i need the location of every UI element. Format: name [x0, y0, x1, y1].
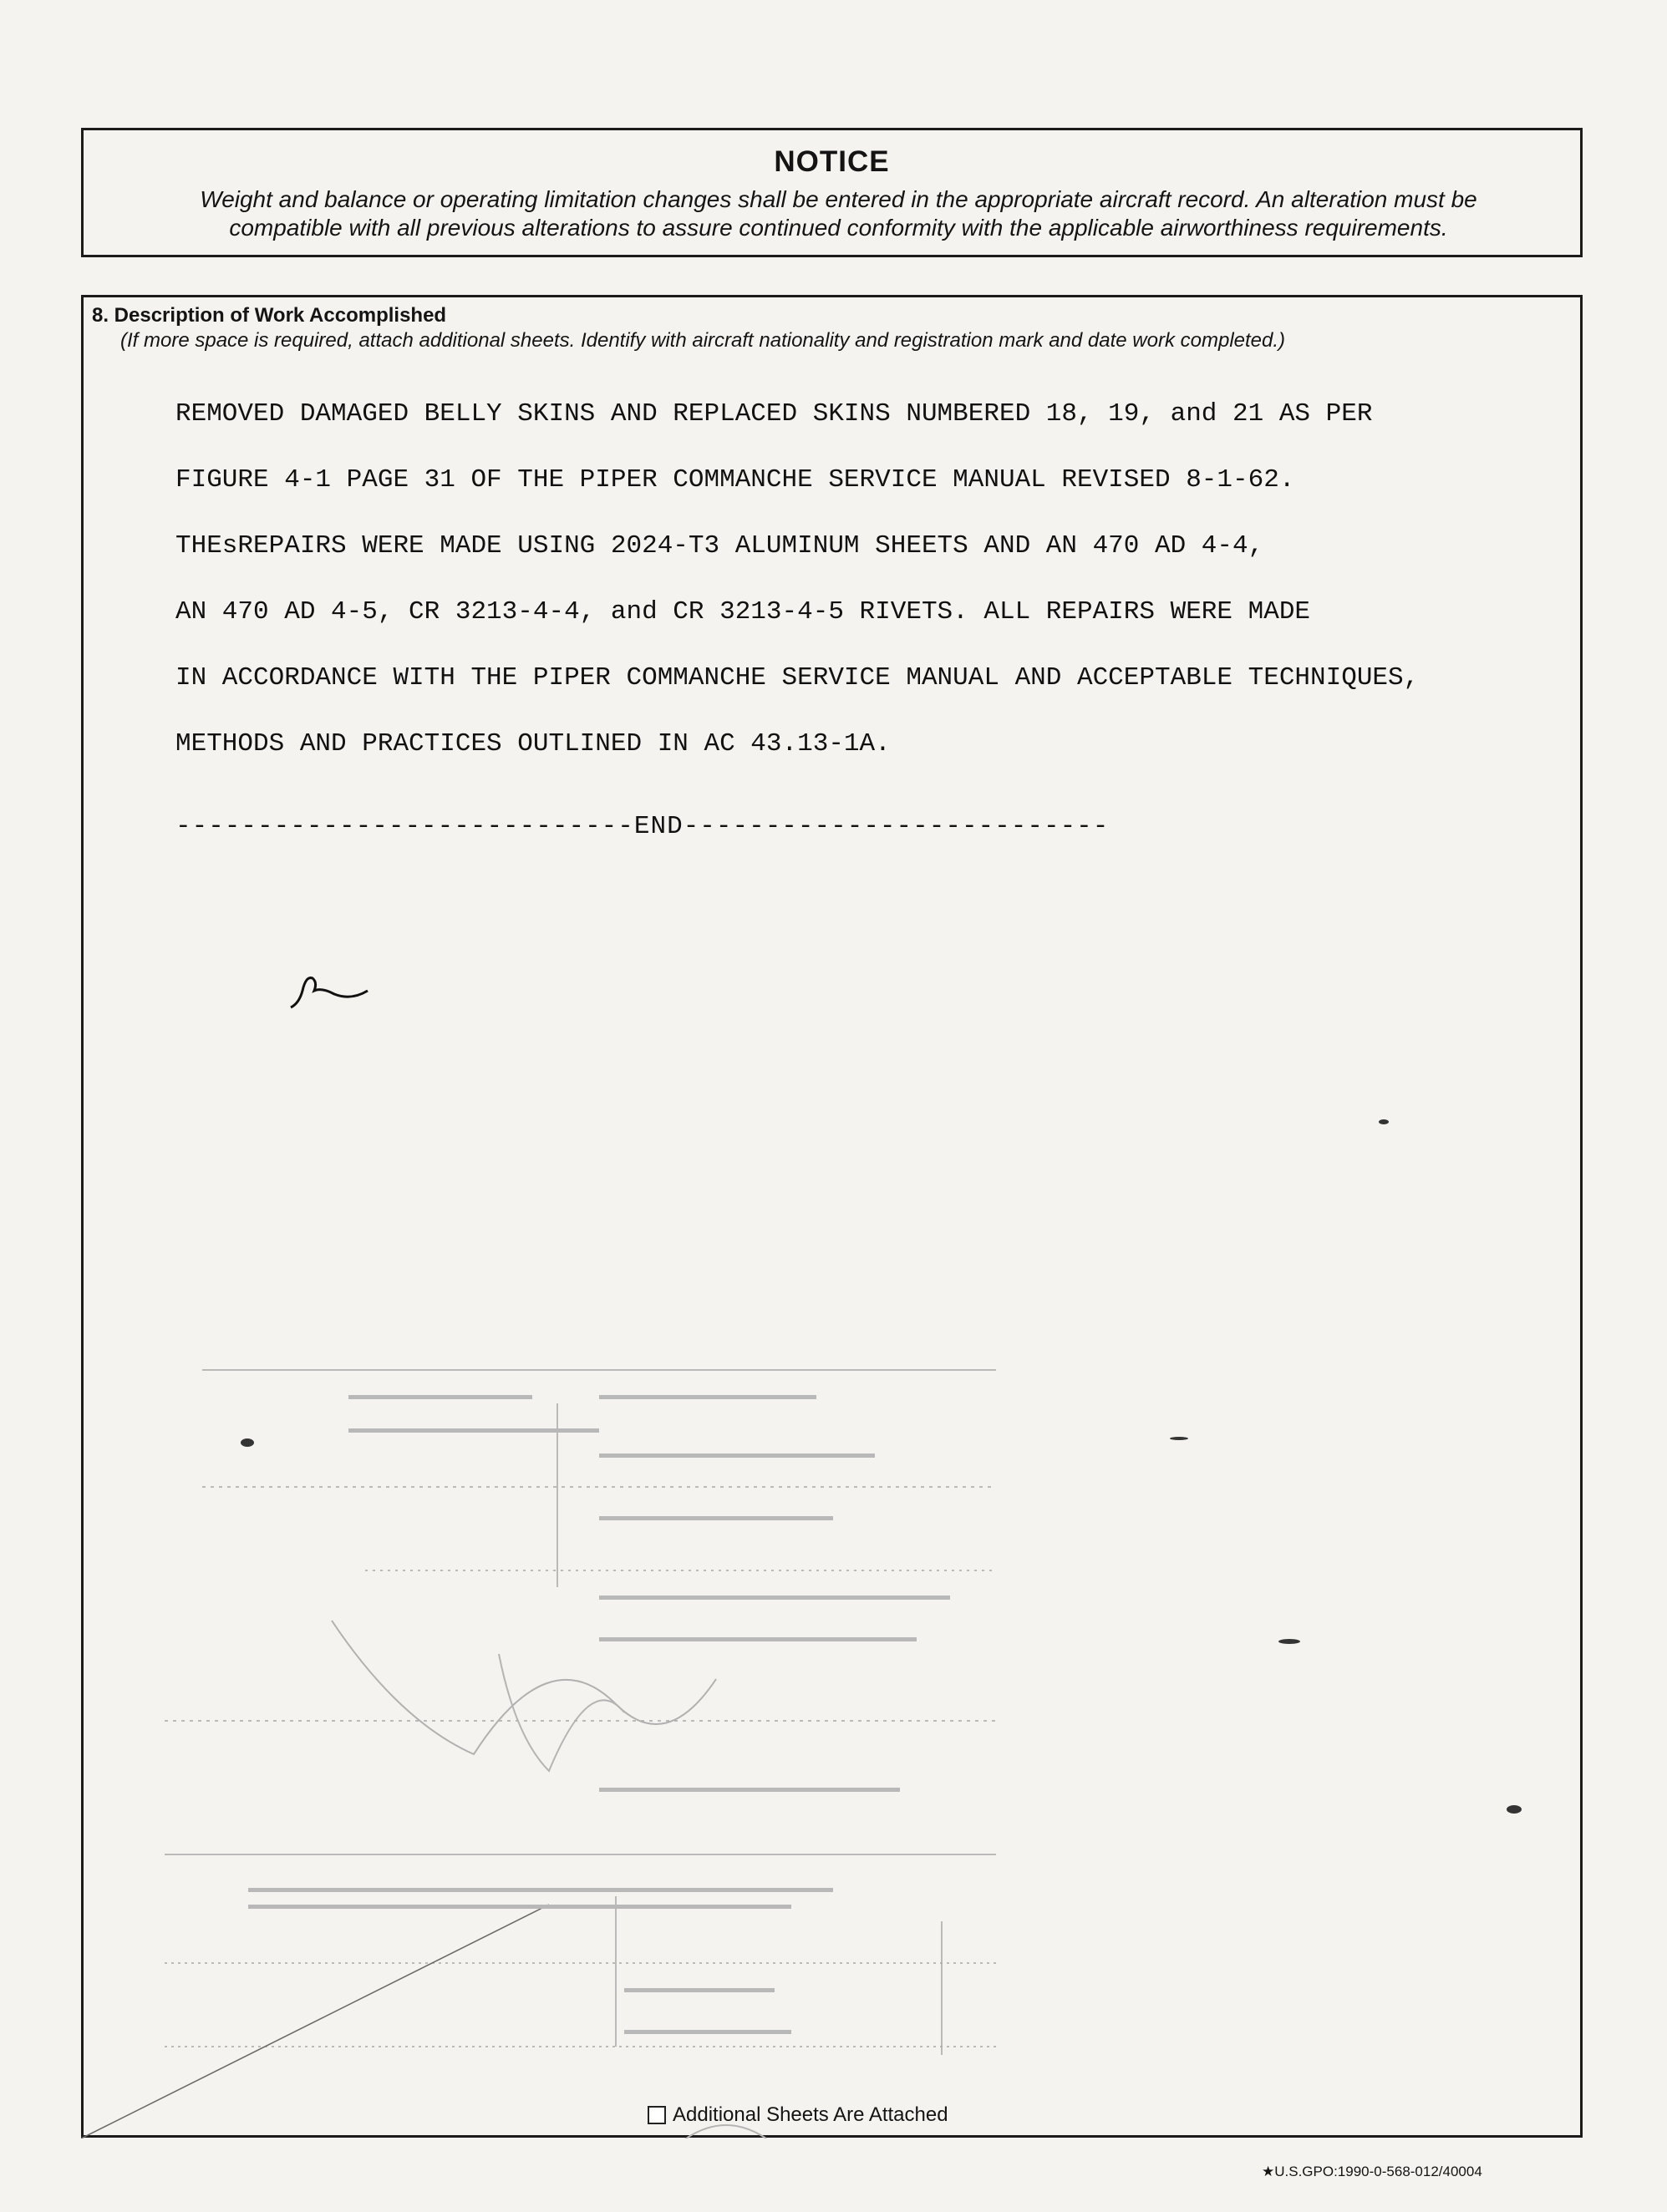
section-heading: 8. Description of Work Accomplished: [92, 304, 447, 327]
reverse-side-bleed-through: [81, 1320, 1583, 2138]
description-line: REMOVED DAMAGED BELLY SKINS AND REPLACED SKINS NUMBERED 18, 19, and 21 AS PER: [175, 399, 1373, 429]
pen-squiggle-mark: [284, 957, 384, 1016]
gpo-print-code: ★U.S.GPO:1990-0-568-012/40004: [1262, 2164, 1482, 2179]
additional-sheets-checkbox[interactable]: [648, 2106, 666, 2124]
notice-box: [81, 128, 1583, 257]
description-line: THEsREPAIRS WERE MADE USING 2024-T3 ALUMINUM SHEETS AND AN 470 AD 4-4,: [175, 531, 1264, 561]
speck: [1170, 1437, 1188, 1440]
additional-sheets-label: Additional Sheets Are Attached: [673, 2103, 948, 2126]
speck: [1507, 1805, 1522, 1814]
description-line: AN 470 AD 4-5, CR 3213-4-4, and CR 3213-4-5 RIVETS. ALL REPAIRS WERE MADE: [175, 597, 1311, 627]
additional-sheets: [648, 2103, 948, 2127]
notice-text: [114, 185, 1563, 242]
description-line: IN ACCORDANCE WITH THE PIPER COMMANCHE SERVICE MANUAL AND ACCEPTABLE TECHNIQUES,: [175, 663, 1420, 693]
description-line: FIGURE 4-1 PAGE 31 OF THE PIPER COMMANCHE SERVICE MANUAL REVISED 8-1-62.: [175, 465, 1295, 495]
notice-text-line2: compatible with all previous alterations to assure continued conformity with the applicable airworthiness requirements.: [229, 215, 1448, 241]
speck: [241, 1438, 254, 1447]
speck: [1379, 1119, 1389, 1124]
section-instructions: (If more space is required, attach additional sheets. Identify with aircraft nationality and registration mark and date work completed.): [120, 329, 1286, 352]
end-marker: ----------------------------END--------------------------: [175, 812, 1110, 841]
typed-description: [175, 381, 1419, 860]
notice-title: NOTICE: [774, 145, 890, 178]
speck: [1278, 1639, 1300, 1644]
description-line: METHODS AND PRACTICES OUTLINED IN AC 43.13-1A.: [175, 729, 891, 758]
notice-text-line1: Weight and balance or operating limitation changes shall be entered in the appropriate aircraft record. An alteration must be: [200, 186, 1477, 212]
